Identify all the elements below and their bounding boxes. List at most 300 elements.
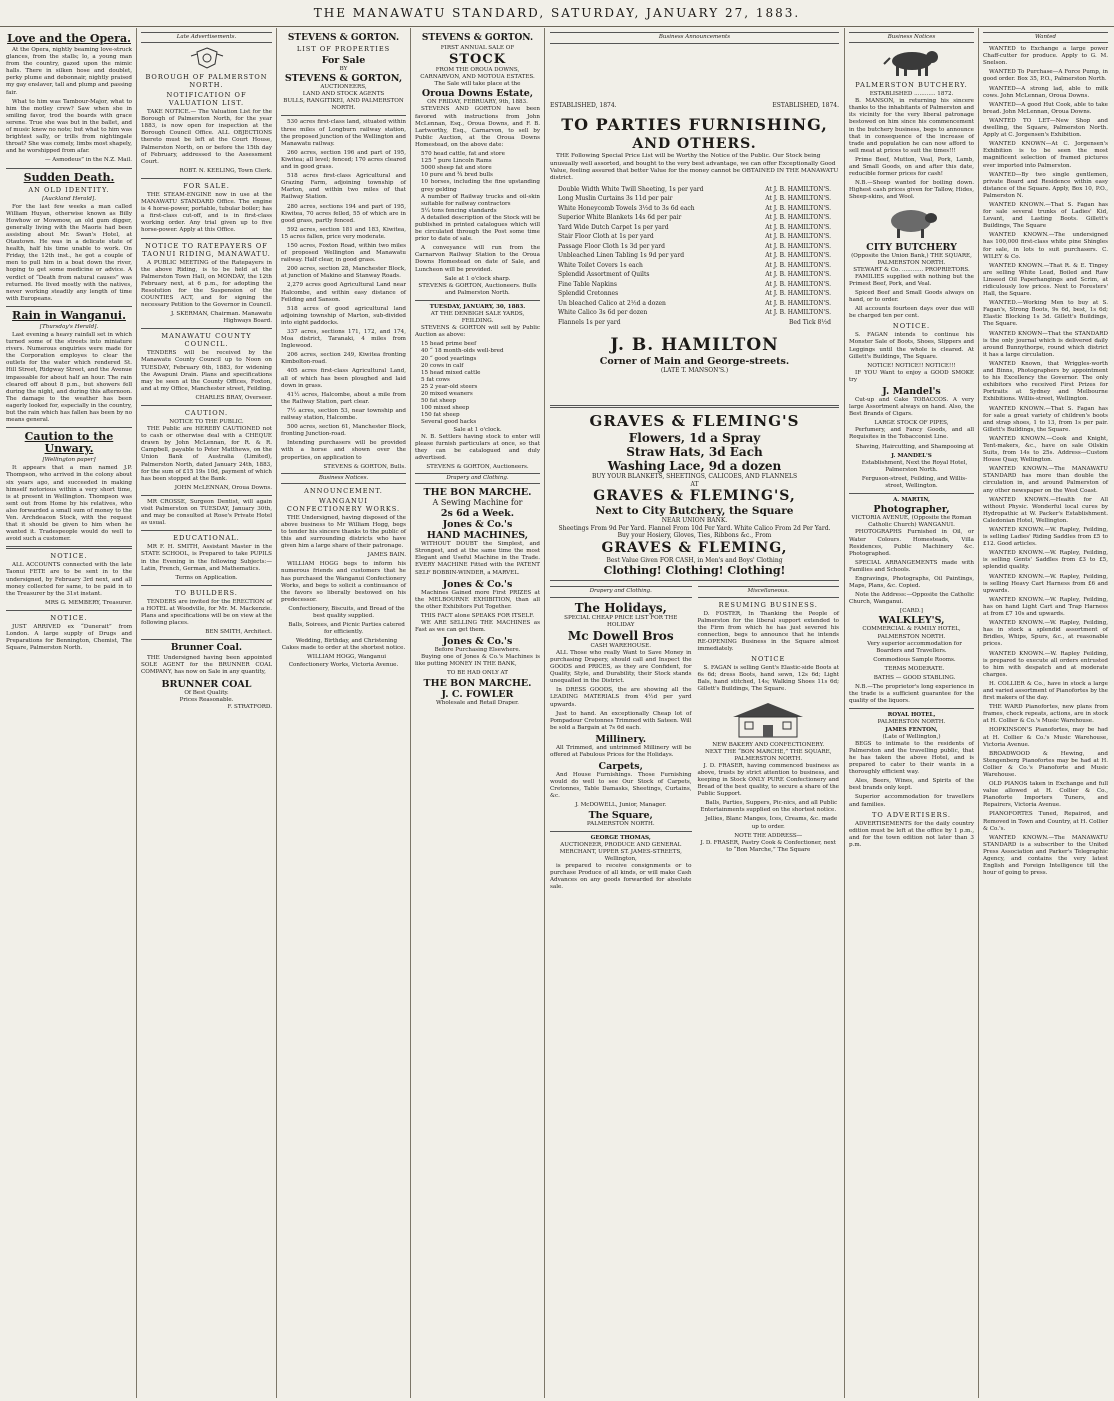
smoke-line: IF YOU Want to enjoy a GOOD SMOKE try <box>849 369 974 383</box>
lower-split <box>550 584 839 893</box>
wanted-item: WANTED—A good Hut Cook, able to take bread. John McLennan, Oroua Downs. <box>983 101 1108 115</box>
wanted-item: WANTED KNOWN.—The MANAWATU STANDARD has more than double the circulation in, and around Palmerston of any other newspaper on the West Coast. <box>983 466 1108 494</box>
established-row <box>550 102 839 110</box>
near-bank: NEAR UNION BANK. <box>661 517 728 525</box>
notice-signature: MRS G. MEMBERY, Treasurer. <box>44 599 132 606</box>
misc-header: Miscellaneous. <box>698 586 840 597</box>
before-line: Before Purchasing Elsewhere. <box>434 647 521 654</box>
wanted-list <box>983 46 1108 877</box>
foster-body: D. FOSTER, In Thanking the People of Palmerston for the liberal support extended to the Firm from which he has just severed his connection, begs to announce that he intends RE-OPENING Business in the Square almost immediately. <box>697 610 839 653</box>
lot-item: 20 “ good yearlings <box>421 355 477 362</box>
sale-signature: STEVENS & GORTON, Auctioneers. Bulls and Palmerston North. <box>418 282 537 296</box>
wanted-item: BROADWOOD & Hewing, and Stengenberg Pianofortes may be had at H. Collier & Co.'s Pianoforte and Music Warehouse. <box>983 750 1108 778</box>
rain-body: Last evening a heavy rainfall set in which turned some of the streets into miniature rivers. Numerous enquiries were made for the Corporation employes to clear the outlets for the water which rendered St. Hill Street, Ridgway Street, and the Avenue impassable for about half an hour. The rain cleared off about 8 p.m., but showers fell during the night, and during this afternoon. The damage to the weather has been eagerly looked for, especially in the country, but the rain which has fallen has been by no means general. <box>6 332 132 424</box>
wanted-item: WANTED Known, that Wriggles-worth and Binns, Photographers by appointment to his Excellency the Governor. The only exhibitors who received First Prizes for Portraits at Sydney and Melbourne Exhibitions. Willis-street, Wellington. <box>983 360 1108 403</box>
firm-place: BULLS, RANGITIKEI, AND PALMERSTON NORTH. <box>283 98 404 112</box>
sale-time: Sale at 1 o'clock sharp. <box>444 275 511 282</box>
shaving-line: Shaving, Haircutting, and Shampooing at <box>855 443 974 450</box>
valuation-signature: ROBT. N. KEELING, Town Clerk. <box>179 167 272 174</box>
holidays-title: The Holidays, <box>574 600 667 615</box>
rain-source: [Thursday's Herald]. <box>39 323 99 330</box>
wanted-item: PIANOFORTES Tuned, Repaired, and Removed in Town and Country, at H. Collier & Co.'s. <box>983 811 1108 832</box>
ferguson-line: Ferguson-street, Feilding, and Willis-street, Wellington. <box>861 475 968 490</box>
property-item: 2,279 acres good Agricultural Land near Halcombe, and within easy distance of Feilding and Sanson. <box>281 282 406 303</box>
others-headline: AND OTHERS. <box>632 136 757 153</box>
wanted-item: HOPKINSON'S Pianofortes, may be had at H. Collier & Co.'s Music Warehouse, Victoria Avenue. <box>983 727 1108 748</box>
caution-body: THE Public are HEREBY CAUTIONED not to cash or otherwise deal with a CHEQUE drawn by John McLennan, for R. & R. Campbell, payable to Peter Matthews, on the Union Bank of Australia (Limited), Palmerston North, dated January 24th, 1883, for the sum of £15 19s 10d, payment of which has been stopped at the Bank. <box>141 426 272 482</box>
property-item: 592 acres, section 181 and 183, Kiwitea, 15 acres fallen, price very moderate. <box>281 226 406 240</box>
price-row <box>550 232 839 242</box>
next-the-bon: NEXT THE “BON MARCHE,” THE SQUARE, PALMERSTON NORTH. <box>705 748 832 762</box>
price-item: Fine Table Napkins <box>558 280 617 288</box>
coal-body: THE Undersigned having been appointed SOLE AGENT for the BRUNNER COAL COMPANY, has now on Sale in any quantity, <box>141 655 272 676</box>
property-item: 41½ acres, Halcombe, about a mile from the Railway Station, part clear. <box>281 391 406 405</box>
county-body: TENDERS will be received by the Manawatu County Council up to Noon on TUESDAY, February 6th, 1883, for widening the Awapuni Drain. Plans and specifications may be seen at the County Offices, Foxton, and at my Office, Manchester street, Feilding. <box>141 350 272 392</box>
bon-marche-title: THE BON MARCHE. <box>423 487 532 499</box>
hosiery-line: Buy your Hosiery, Gloves, Ties, Ribbons &c., From <box>617 532 772 540</box>
price-item: Long Muslin Curtains 3s 11d per pair <box>558 195 673 203</box>
notice-title: NOTICE <box>751 655 786 664</box>
rain-title: Rain in Wanganui. <box>12 308 126 322</box>
valuation-title: NOTIFICATION OF VALUATION LIST. <box>166 91 247 108</box>
builders-body: TENDERS are invited for the ERECTION of a HOTEL at Woodville, for Mr. M. Mackenzie. Plans and specifications will be on view at the following places. <box>141 598 272 627</box>
cash-warehouse: CASH WAREHOUSE. <box>590 642 651 649</box>
caution-title: CAUTION. <box>184 409 229 417</box>
bull-icon <box>882 46 942 78</box>
firm-name: STEVENS & GORTON, <box>284 73 403 85</box>
engravings-body: Engravings, Photographs, Oil Paintings, Maps, Plans, &c. Copied. <box>849 575 974 590</box>
denbigh-yards: AT THE DENBIGH SALE YARDS, FEILDING. <box>430 311 525 325</box>
superior-line: Very superior accommodation for Boarders and Travellers. <box>867 640 962 654</box>
hats-line: Straw Hats, 3d Each <box>626 444 763 459</box>
lot-item: 10 horses, including the fine upstanding grey gelding <box>421 179 540 193</box>
price-list-intro: THE Following Special Price List will be Worthy the Notice of the Public. Our Stock being unusually well assorted, and bought to the very best advantage, we can offer Exceptionally Good Value, feeling assured that better Value for the money cannot be OBTAINED IN THE MANAWATU district. <box>550 153 839 182</box>
masthead: THE MANAWATU STANDARD, SATURDAY, JANUARY 27, 1883. <box>0 0 1114 27</box>
notice-triple: NOTICE! NOTICE!! NOTICE!!! <box>867 362 956 369</box>
hamilton-address: Corner of Main and George-streets. <box>599 356 790 368</box>
wanganui-title: WANGANUI CONFECTIONERY WORKS. <box>286 496 401 513</box>
caution-title: Caution to the Unwary. <box>24 430 114 456</box>
wanted-item: WANTED TO LET—New Shop and dwelling, the Square, Palmerston North. Apply at C. Jorgensen's Exhibition. <box>983 117 1108 139</box>
lot-item: 40 “ 18 month-olds well-bred <box>421 348 504 355</box>
column-late-ads <box>137 28 277 1398</box>
wanted-item: WANTED KNOWN.—W. Rapley, Feilding, is selling Ladies' Riding Saddles from £5 to £12. Good articles. <box>983 527 1108 548</box>
best-value-line: Best Value Given FOR CASH, in Men's and Boys' Clothing <box>606 556 783 564</box>
property-list <box>281 119 406 438</box>
wanted-item: WANTED KNOWN.—That S. Fagan has for sale a great variety of children's boots and strap shoes, 1 to 13, from 1s per pair. Gillett's Buildings, the Square. <box>983 405 1108 433</box>
price-item: Superior White Blankets 14s 6d per pair <box>558 214 682 222</box>
ales-line: Ales, Beers, Wines, and Spirits of the best brands only kept. <box>849 778 974 792</box>
death-source: [Auckland Herald]. <box>42 195 96 202</box>
price-vendor: At J. B. HAMILTON'S. <box>765 309 831 317</box>
price-vendor: At J. B. HAMILTON'S. <box>765 252 831 260</box>
price-vendor: At J. B. HAMILTON'S. <box>765 280 831 288</box>
lot-item: 20 mixed weaners <box>421 391 473 398</box>
dentist-body: MR CROSSE, Surgeon Dentist, will again visit Palmerston on TUESDAY, January 30th, and may be consulted at Rose's Private Hotel as usual. <box>141 498 272 527</box>
mandel-estab: Establishment, Next the Royal Hotel, Palmerston North. <box>861 459 968 473</box>
lot-item: 5¼ tons fencing standards <box>421 207 497 214</box>
column-wanted <box>979 28 1112 1398</box>
section-header: Late Advertisements. <box>141 32 272 43</box>
price-vendor: At J. B. HAMILTON'S. <box>765 299 831 307</box>
property-item: 7½ acres, section 53, near township and railway station, Halcombe. <box>281 407 406 422</box>
wanted-item: WANTED KNOWN.—W. Rapley, Feilding, has in stock a splendid assortment of Bridles, Whips, Spurs, &c., at reasonable prices. <box>983 620 1108 648</box>
builders-title: TO BUILDERS. <box>175 588 238 597</box>
misc-subcolumn <box>698 584 840 893</box>
lot-item: 5000 sheep fat and store <box>421 165 492 172</box>
convey-note: A conveyance will run from the Carnarvon Railway Station to the Oroua Downs Homestead on date of Sale, and Luncheon will be provided. <box>415 245 540 273</box>
ratepayers-title: NOTICE TO RATEPAYERS OF TAONUI RIDING, MANAWATU. <box>142 241 271 258</box>
county-title: MANAWATU COUNTY COUNCIL. <box>161 332 252 349</box>
price-item: White Honeycomb Towels 3½d to 3s 6d each <box>558 204 695 212</box>
price-vendor: At J. B. HAMILTON'S. <box>765 185 831 193</box>
lot-item: 10 pure and ¾ bred bulls <box>421 172 493 179</box>
sheep-icon <box>881 205 943 239</box>
price-item: Yard Wide Dutch Carpet 1s per yard <box>558 223 669 231</box>
detailed-note: A detailed description of the Stock will be published in printed catalogues which will be circulated through the Post some time prior to date of sale. <box>415 214 540 243</box>
tuesday-date: TUESDAY, JANUARY, 30, 1883. <box>429 303 526 310</box>
lot-list <box>415 151 540 215</box>
newspaper-page <box>2 28 1112 1398</box>
auctioneers-label: AUCTIONEERS, <box>320 84 367 91</box>
lot-item: 5 fat cows <box>421 376 450 383</box>
death-subtitle: AN OLD IDENTITY. <box>28 185 110 194</box>
forsale-title: FOR SALE. <box>183 181 230 190</box>
ratepayers-signature: J. SKERMAN, Chairman. Manawatu Highways Board. <box>171 311 272 325</box>
wanted-item: H. COLLIER & Co., have in stock a large and varied assortment of Pianofortes by the first makers of the day. <box>983 680 1108 702</box>
price-row <box>550 270 839 280</box>
photographer-title: Photographer, <box>873 504 950 516</box>
property-item: 200 acres, section 28, Manchester Block, at junction of Makino and Stanway Roads. <box>281 266 406 280</box>
property-item: 337 acres, sections 171, 172, and 174, Moa district, Taranaki, 4 miles from Inglewood. <box>281 329 406 350</box>
death-body: For the last few weeks a man called William Huyan, otherwise known as Billy Howhow or Mowmow, an old gum digger, generally living with the Maoris had been assisting about Mr. Swan's Hotel, at Otautown. He was in a delicate state of health, half his time unable to work. On Friday, the 12th inst., he got a couple of men to pull him in a boat down the river, hoping to get some medicine or advice. A verdict of “Death from natural causes” was returned. He lived mostly with the natives, never working steadily any length of time with Europeans. <box>6 203 132 302</box>
lot-item: 100 mixed sheep <box>421 405 470 412</box>
royal-hotel-title: ROYAL HOTEL, <box>887 712 936 719</box>
lot-item: 25 2 year-old steers <box>421 383 478 390</box>
firm-header: STEVENS & GORTON. <box>287 33 400 43</box>
lot-item: 570 head cattle, fat and store <box>421 151 505 158</box>
forsale-body: THE STEAM-ENGINE now in use at the MANAWATU STANDARD Office. The engine is 4 horse-power, portable, tubular boiler; has a first-class cut-off, and is in first-class working order. Any trial given up to five horse-power. Apply at this Office. <box>141 191 272 234</box>
sale-at: The Sale will take place at the <box>434 81 521 88</box>
sale-signature-2: STEVENS & GORTON, Auctioneers. <box>426 463 529 470</box>
wanted-item: WANTED.—Working Men to buy at S. Fagan's, Strong Boots, 9s 6d, best, 1s 6d; Elastic Blocking 1s 3d. Gillett's Buildings, The Square. <box>983 300 1108 328</box>
graves-title-3: GRAVES & FLEMING, <box>601 539 788 556</box>
mcdowell-signature: J. McDOWELL, Junior, Manager. <box>575 802 667 809</box>
wanganui-signature: JAMES BAIN. <box>367 552 406 559</box>
flowers-line: Flowers, 1d a Spray <box>628 430 761 445</box>
price-row <box>550 318 839 328</box>
first-annual: FIRST ANNUAL SALE OF <box>440 45 515 51</box>
price-row <box>550 261 839 271</box>
price-item: Splendid Assortment of Quilts <box>558 271 650 279</box>
photo-body: PHOTOGRAPHS Furnished in Oil, or Water Colours. Homesteads, Villa Residences, Public Machinery &c. Photographed. <box>849 529 974 557</box>
price-row <box>550 223 839 233</box>
sheetings-line: Sheetings From 9d Per Yard. Flannel From 10d Per Yard. White Calico From 2d Per Yard. <box>558 524 831 532</box>
section-header: Wanted <box>983 32 1108 43</box>
fraser-body: J. D. FRASER, having commenced business as above, trusts by strict attention to business, and keeping in Stock ONLY PURE Confectionery and Bread of the best quality, to secure a share of the Public Support. <box>697 762 839 798</box>
notice-title: NOTICE. <box>892 322 931 331</box>
lot-item: 15 head mixed cattle <box>421 369 481 376</box>
property-item: 206 acres, section 249, Kiwitea fronting Kimbolton-road. <box>281 352 406 366</box>
pipes-line: LARGE STOCK OF PIPES, <box>874 420 949 427</box>
established-left: ESTABLISHED, 1874. <box>550 101 617 109</box>
price-row <box>550 185 839 195</box>
walkleys-nb: N.B.—The proprietor's long experience in the trade is a sufficient guarantee for the quality of the liquors. <box>849 684 974 705</box>
lot-item: 15 head prime beef <box>421 341 477 348</box>
column-business-announcements <box>545 28 845 1398</box>
property-item: 518 acres of good agricultural land adjoining township of Marton, sub-divided into eight paddocks. <box>281 305 406 326</box>
victoria-line: VICTORIA AVENUE, (Opposite the Roman Catholic Church) WANGANUI. <box>851 515 972 529</box>
estate-name: Oroua Downs Estate, <box>421 88 534 100</box>
wanted-item: WANTED KNOWN—That the STANDARD is the only journal which is delivered daily around Bunnythorpe, round which district it has a large circulation. <box>983 330 1108 358</box>
price-vendor: Bed Tick 8½d <box>788 318 831 326</box>
property-item: 500 acres, section 61, Manchester Block, fronting Junction-road. <box>281 424 406 438</box>
wanted-item: WANTED KNOWN—At C. Jorgensen's Exhibition is to be seen the most magnificent selection of framed pictures ever imported into Palmerston. <box>983 141 1108 169</box>
fraser-signature: J. D. FRASER, Pastry Cook & Confectioner, next to “Bon Marche,” The Square <box>700 839 837 853</box>
caution-body: It appears that a man named J.P. Thompson, who arrived in the colony about six years ago, and succeeded in making himself notorious within a very short time, is at present in Wellington. Thompson was sent out from Home by his relatives, who also forwarded a small sum of money to the Ven. Archdeacon Stock, with the request that it should be given to him when he wanted it. Tradespeople would do well to avoid such a customer. <box>6 465 132 543</box>
price-vendor: At J. B. HAMILTON'S. <box>765 233 831 241</box>
coal-signature: F. STRATFORD. <box>227 703 272 710</box>
hogg-balls: Balls, Soirees, and Picnic Parties catered for efficiently. <box>288 622 405 636</box>
hamilton-name: J. B. HAMILTON <box>610 335 779 356</box>
wanted-item: WANTED KNOWN.—Cook and Knight, Tent-makers, &c., have on sale Oilskin Suits, from 14s to 25s. Address—Custom House Quay, Wellington. <box>983 435 1108 464</box>
section-header: Business Notices <box>849 32 974 43</box>
fagan-body: S. FAGAN is selling Gent's Elastic-side Boots at 6s 6d; dress Boots, hand sewn, 12s 6d; Light Bals, hand stitched, 14s; Walking Shoes 11s 6d; Gillett's Buildings, The Square. <box>697 665 839 693</box>
price-row <box>550 204 839 214</box>
bakery-title: NEW BAKERY AND CONFECTIONERY. <box>712 741 825 748</box>
wanted-item: WANTED KNOWN.—The undersigned has 100,000 first-class white pine Shingles for sale, in lots to suit purchasers. C. WILEY & Co. <box>983 232 1108 260</box>
price-vendor: At J. B. HAMILTON'S. <box>765 261 831 269</box>
lot-list-2 <box>415 341 540 426</box>
mcdowell-body: ALL Those who really Want to Save Money in purchasing Drapery, should call and Inspect the GOODS and PRICES, as they are Confident, for Quality, Style, and Durability, their Stock stands unequalled in the District. <box>550 649 692 685</box>
by-label: BY <box>339 66 348 72</box>
city-butchery-subtitle: (Opposite the Union Bank,) THE SQUARE, PALMERSTON NORTH. <box>851 252 972 266</box>
carpets-title: Carpets, <box>598 761 643 773</box>
wanted-item: WANTED KNOWN.—Health for All without Physic. Wonderful local cures by Hydropathic at W. Packer's Establishment. Caledonian Hotel, Wellington. <box>983 496 1108 524</box>
city-butchery-title: CITY BUTCHERY <box>866 241 957 253</box>
martin-name: A. MARTIN, <box>893 497 930 504</box>
section-header-drapery: Drapery and Clothing. <box>415 473 540 484</box>
wanted-item: WANTED to Exchange a large power Chaff-cutter for produce. Apply to G. M. Snelson. <box>983 46 1108 67</box>
established-right: ESTABLISHED, 1874. <box>772 101 839 109</box>
accounts-line: All accounts fourteen days over due will be charged ten per cent. <box>849 306 974 320</box>
clothing-line: Clothing! Clothing! Clothing! <box>603 564 786 578</box>
butchery-nb: N.B.—Sheep wanted for boiling down. Highest cash prices given for Tallow, Hides, Sheep-skins, and Wool. <box>849 180 974 201</box>
price-item: Unbleached Linen Tabling 1s 9d per yard <box>558 252 685 260</box>
buying-body: Buying one of Jones & Co.'s Machines is like putting MONEY IN THE BANK, <box>415 654 540 668</box>
closing-signature: STEVENS & GORTON, Bulls. <box>323 463 406 470</box>
prime-line: Prime Beef, Mutton, Veal, Pork, Lamb, and Small Goods, on and after this date, reducible former prices for cash! <box>849 156 974 178</box>
opera-body: What to him was Tambour-Major, what to him the motley crew? Saw when she in smiling favor, trod the boards with grace serene. True she was but in the ballet, and of music knew no note; but what to him was brightest sally, or trills from nightingale throat? She was comely, limbs most shapely, and he worshipped from afar. <box>6 98 132 155</box>
special-line: SPECIAL CHEAP PRICE LIST FOR THE HOLIDAY <box>564 614 678 628</box>
caution-signature: JOHN McLENNAN, Oroua Downs. <box>174 484 272 491</box>
wanted-item: WANTED—By two single gentlemen, private Board and Residence within easy distance of the Square. Apply, Box 10, P.O., Palmerston N. <box>983 171 1108 199</box>
wanted-item: WANTED KNOWN.—That R. & E. Tingey are selling White Lead, Boiled and Raw Linseed Oil Paperhangings and Scrim, at ridiculously low prices. Next to Foresters' Hall, the Square. <box>983 262 1108 298</box>
lace-line: Washing Lace, 9d a dozen <box>607 458 782 473</box>
list-title: LIST OF PROPERTIES <box>296 45 391 53</box>
builders-signature: BEN SMITH, Architect. <box>205 629 272 636</box>
price-item: Stair Floor Cloth at 1s per yard <box>558 233 654 241</box>
wanted-item: WANTED KNOWN.—The MANAWATU STANDARD is a subscriber to the United Press Association and Parker's Telegraphic Agency, and contains the very latest English and Foreign Intelligence till the hour of going to press. <box>983 834 1108 877</box>
hogg-body: WILLIAM HOGG begs to inform his numerous friends and customers that he has purchased the Wanganui Confectionery Works, and begs to solicit a continuance of the favors so liberally bestowed on his predecessor. <box>281 561 406 603</box>
county-signature: CHARLES BRAY, Overseer. <box>195 394 272 401</box>
terms-line: TERMS MODERATE. <box>884 665 945 672</box>
week-price: 2s 6d a Week. <box>440 508 515 520</box>
speaks-line: THIS FACT alone SPEAKS FOR ITSELF. <box>420 612 535 619</box>
stock-headline: STOCK <box>448 52 507 68</box>
opera-lead: At the Opera, nightly beaming love-struck glances, from the stalls; lo, a young man from the country, gazed upon the mimic halls. There in silken hose and doublet, perky plume and debonnair, nightly praised my gay enslaver, tall and plump and passing fair. <box>6 47 132 96</box>
jellies-line: Jellies, Blanc Manges, Ices, Creams, &c. made up to order. <box>705 816 838 830</box>
price-row <box>550 289 839 299</box>
hand-body: WITHOUT DOUBT the Simplest, and Strongest, and at the same time the most Elegant and Useful Machine in the Trade. EVERY MACHINE Fitted with the PATENT SELF BOBBIN-WINDER, a MARVEL. <box>415 541 540 576</box>
wanted-item: WANTED KNOWN.—That S. Fagan has for sale several trunks of Ladies' Kid, Levant, and Lasting Boots. Gillett's Buildings, The Square <box>983 201 1108 230</box>
wanted-item: THE WARD Pianofortes, new plans from frames, check repeats, actions, are in stock at H. Collier & Co.'s Music Warehouse. <box>983 704 1108 725</box>
note-address: NOTE THE ADDRESS— <box>734 832 803 839</box>
wanted-item: WANTED KNOWN.—W. Rapley, Feilding, is selling Heavy Cart Harness from £6 and upwards. <box>983 573 1108 594</box>
price-item: Splendid Cretonnes <box>558 290 619 298</box>
had-line: TO BE HAD ONLY AT <box>446 670 509 677</box>
at-line: AT <box>690 480 699 488</box>
baths-line: BATHS — GOOD STABLING. <box>873 675 956 681</box>
manson-body: B. MANSON, in returning his sincere thanks to the inhabitants of Palmerston and its vicinity for the very liberal patronage bestowed on him since his commencement in the butchery business, begs to announce that in consequence of the increase of trade and population he can now afford to sell meat at prices to suit the times!!! <box>849 98 974 154</box>
drapery-subcolumn <box>550 584 692 893</box>
graves-title-2: GRAVES & FLEMING'S, <box>593 488 796 505</box>
square-title: The Square, <box>588 809 653 821</box>
lot-item: 150 fat sheep <box>421 412 460 419</box>
mcdowell-title: Mc Dowell Bros <box>567 628 674 643</box>
property-item: 150 acres, Foxton Road, within two miles of proposed Wellington and Manawatu railway. Half clear, in good grass. <box>281 242 406 264</box>
coal-prices: Prices Reasonable. <box>179 696 234 703</box>
jones-title-3: Jones & Co.'s <box>442 636 513 648</box>
fowler-subtitle: Wholesale and Retail Draper. <box>436 699 519 706</box>
opera-signature: — Asmodeus” in the N.Z. Mail. <box>44 157 132 164</box>
mandel-title-2: J. MANDEL'S <box>891 452 932 459</box>
notice-title-2: NOTICE. <box>50 613 88 622</box>
stock-from: FROM THE OROUA DOWNS, CARNARVON, AND MOTOUA ESTATES. <box>420 67 535 81</box>
column-business-notices <box>845 28 979 1398</box>
price-row <box>550 242 839 252</box>
hand-machines: HAND MACHINES, <box>426 530 529 542</box>
price-item: Passage Floor Cloth 1s 3d per yard <box>558 242 665 250</box>
property-item: 280 acres, sections 194 and part of 195, Kiwitea, 70 acres felled, 55 of which are in good grass, partly fenced. <box>281 203 406 224</box>
families-line: FAMILIES supplied with nothing but the Primest Beef, Pork, and Veal. <box>849 273 974 287</box>
just-to-hand: Just to hand. An exceptionally Cheap lot of Pompadour Cretonnes Trimmed with Sateen. Will be sold a Bargain at 7s 6d each. <box>550 710 692 731</box>
fagan-body: S. FAGAN intends to continue his Monster Sale of Boots, Shoes, Slippers and Leggings until the whole is cleared. At Gillett's Buildings, The Square. <box>849 332 974 360</box>
price-item: White Calico 3s 6d per dozen <box>558 309 648 317</box>
fowler-name: J. C. FOWLER <box>441 688 514 700</box>
butchery-established: ESTABLISHED ............ 1872. <box>869 91 954 98</box>
wanganui-body: THE Undersigned, having disposed of the above business to Mr William Hogg, begs to tender his sincere thanks to the public of this and surrounding districts who have given him a large share of their patronage. <box>281 514 406 550</box>
price-row <box>550 251 839 261</box>
bon-marche-title-2: THE BON MARCHE. <box>423 677 532 689</box>
price-vendor: At J. B. HAMILTON'S. <box>765 290 831 298</box>
jones-title: Jones & Co.'s <box>442 519 513 531</box>
hamilton-late: (LATE T. MANSON'S.) <box>660 367 729 375</box>
price-row <box>550 280 839 290</box>
address-note: Note the Address:—Opposite the Catholic Church, Wanganui. <box>849 592 974 606</box>
edu-title: EDUCATIONAL. <box>173 534 240 543</box>
wanted-item: WANTED KNOWN.—W. Rapley, Feilding, has on hand Light Cart and Trap Harness at from £7 10s and upwards. <box>983 596 1108 618</box>
butchery-title: PALMERSTON BUTCHERY. <box>855 81 968 90</box>
stewart-line: STEWART & Co. ............ PROPRIETORS. <box>853 266 970 273</box>
caution-source: [Wellington paper] <box>42 457 96 464</box>
buy-line: BUY YOUR BLANKETS, SHEETINGS, CALICOES, AND FLANNELS <box>591 472 798 480</box>
price-item: Flannels 1s per yard <box>558 318 621 326</box>
price-item: White Toilet Covers 1s each <box>558 261 643 269</box>
advertisers-body: ADVERTISEMENTS for the daily country edition must be left at the office by 1 p.m., and for the town edition not later than 3 p.m. <box>849 820 974 848</box>
property-item: 260 acres, section 196 and part of 195, Kiwitea; all level; fenced; 170 acres cleared and in good grass. <box>281 149 406 171</box>
property-item: 405 acres first-class Agricultural Land, all of which has been ploughed and laid down in grass. <box>281 368 406 389</box>
commercial-line: COMMERCIAL & FAMILY HOTEL, PALMERSTON NORTH. <box>862 626 961 640</box>
price-item: Double Width White Twill Sheeting, 1s per yard <box>558 185 704 193</box>
agents-label: LAND AND STOCK AGENTS <box>302 91 385 98</box>
price-item: Un bleached Calico at 2½d a dozen <box>558 299 666 307</box>
notice-body-2: JUST ARRIVED ex “Dunerait” from London. A large supply of Drugs and Preparations for Bennington, Chemist, The Square, Palmerston North. <box>6 623 132 652</box>
graves-title: GRAVES & FLEMING'S <box>589 411 800 430</box>
column-stock-sale <box>411 28 545 1398</box>
carpets-body: And House Furnishings. Those Furnishing would do well to see Our Stock of Carpets, Cretonnes, Table Damasks, Sheetings, Curtains, &c. <box>550 772 692 800</box>
wanted-item: WANTED KNOWN.—W. Rapley Feilding, is prepared to execute all orders entrusted to him with despatch and at moderate charges. <box>983 650 1108 678</box>
death-title: Sudden Death. <box>23 170 115 184</box>
coal-quality: Of Best Quality. <box>184 689 229 696</box>
fenton-body: BEGS to intimate to the residents of Palmerston and the travelling public, that he has taken the above Hotel, and is prepared to cater to their wants in a thoroughly efficient way. <box>849 740 974 776</box>
price-row <box>550 299 839 309</box>
price-vendor: At J. B. HAMILTON'S. <box>765 271 831 279</box>
price-row <box>550 194 839 204</box>
sample-line: Commodious Sample Rooms. <box>873 656 956 663</box>
property-item: 530 acres first-class land, situated within three miles of Longburn railway station, the proposed junction of the Wellington and Manawatu railway. <box>281 119 406 147</box>
price-row <box>550 308 839 318</box>
tobacco-body: Cut-up and Cake TOBACCOS. A very large Assortment always on hand. Also, the Best Brands of Cigars. <box>849 397 974 418</box>
royal-hotel-subtitle: PALMERSTON NORTH. <box>877 719 946 726</box>
lot-item: A number of Railway trucks and oil-skin suitable for railway contractors <box>421 193 540 207</box>
price-vendor: At J. B. HAMILTON'S. <box>765 204 831 212</box>
balls-line: Balls, Parties, Suppers, Pic-nics, and all Public Entertainments supplied on the shortest notice. <box>700 800 838 814</box>
column-news <box>2 28 137 1398</box>
hogg-signature: WILLIAM HOGG, Wanganui Confectionery Works, Victoria Avenue. <box>288 654 399 668</box>
edu-terms: Terms on Application. <box>175 574 238 581</box>
coat-of-arms-icon <box>187 46 227 70</box>
next-to-line: Next to City Butchery, the Square <box>595 505 794 518</box>
supply-body: WE ARE SELLING THE MACHINES as Fast as we can get them. <box>415 620 540 634</box>
jones-title-2: Jones & Co.'s <box>442 578 513 590</box>
wanted-item: WANTED—A strong lad, able to milk cows. John McLennan, Oroua Downs. <box>983 85 1108 99</box>
george-thomas: GEORGE THOMAS, <box>590 834 651 841</box>
notice-body: ALL ACCOUNTS connected with the late Taonui FETE are to be sent in to the undersigned, by February 3rd next, and all money collected for same, to be paid in to the Treasurer by the 31st instant. <box>6 562 132 597</box>
coal-title: Brunner Coal. <box>170 643 243 654</box>
perfume-body: Perfumery, and Fancy Goods, and all Requisites in the Tobacconist Line. <box>849 427 974 441</box>
advertisers-title: TO ADVERTISERS. <box>872 810 951 819</box>
announcement-title: ANNOUNCEMENT. <box>304 486 383 495</box>
mandel-title: J. Mandel's <box>882 386 941 397</box>
special-body: SPECIAL ARRANGEMENTS made with Families and Schools. <box>849 559 974 573</box>
card-label: [CARD.] <box>900 608 923 615</box>
hogg-goods: Confectionery, Biscuits, and Bread of the best quality supplied. <box>288 605 405 619</box>
sale-intro-2: STEVENS & GORTON will sell by Public Auction as above: <box>415 325 540 339</box>
square-subtitle: PALMERSTON NORTH. <box>586 820 655 827</box>
lot-item: 20 cows in calf <box>421 362 464 369</box>
valuation-body: TAKE NOTICE.— The Valuation List for the Borough of Palmerston North, for the year 1883, is now open for inspection at the Borough Council Office. ALL OBJECTIONS thereto must be left at the Court House, Palmerston North, on or before the 15th day of February, addressed to the Assessment Court. <box>141 109 272 165</box>
medals-body: Machines Gained more First PRIZES at the MELBOURNE EXHIBITION, than all the other Exhibitors Put Together. <box>415 589 540 610</box>
lot-item: 50 fat sheep <box>421 398 457 405</box>
price-row <box>550 213 839 223</box>
caution-subtitle: NOTICE TO THE PUBLIC. <box>169 419 244 425</box>
hogg-cakes: Wedding, Birthday, and Christening Cakes made to order at the shortest notice. <box>281 638 406 652</box>
opera-title: Love and the Opera. <box>7 32 131 45</box>
section-header-business: Business Notices. <box>281 473 406 484</box>
closing-body: Intending purchasers will be provided with a horse and shown over the properties, on application to <box>281 440 406 461</box>
spiced-line: Spiced Beef and Small Goods always on hand, or to order. <box>849 289 974 304</box>
